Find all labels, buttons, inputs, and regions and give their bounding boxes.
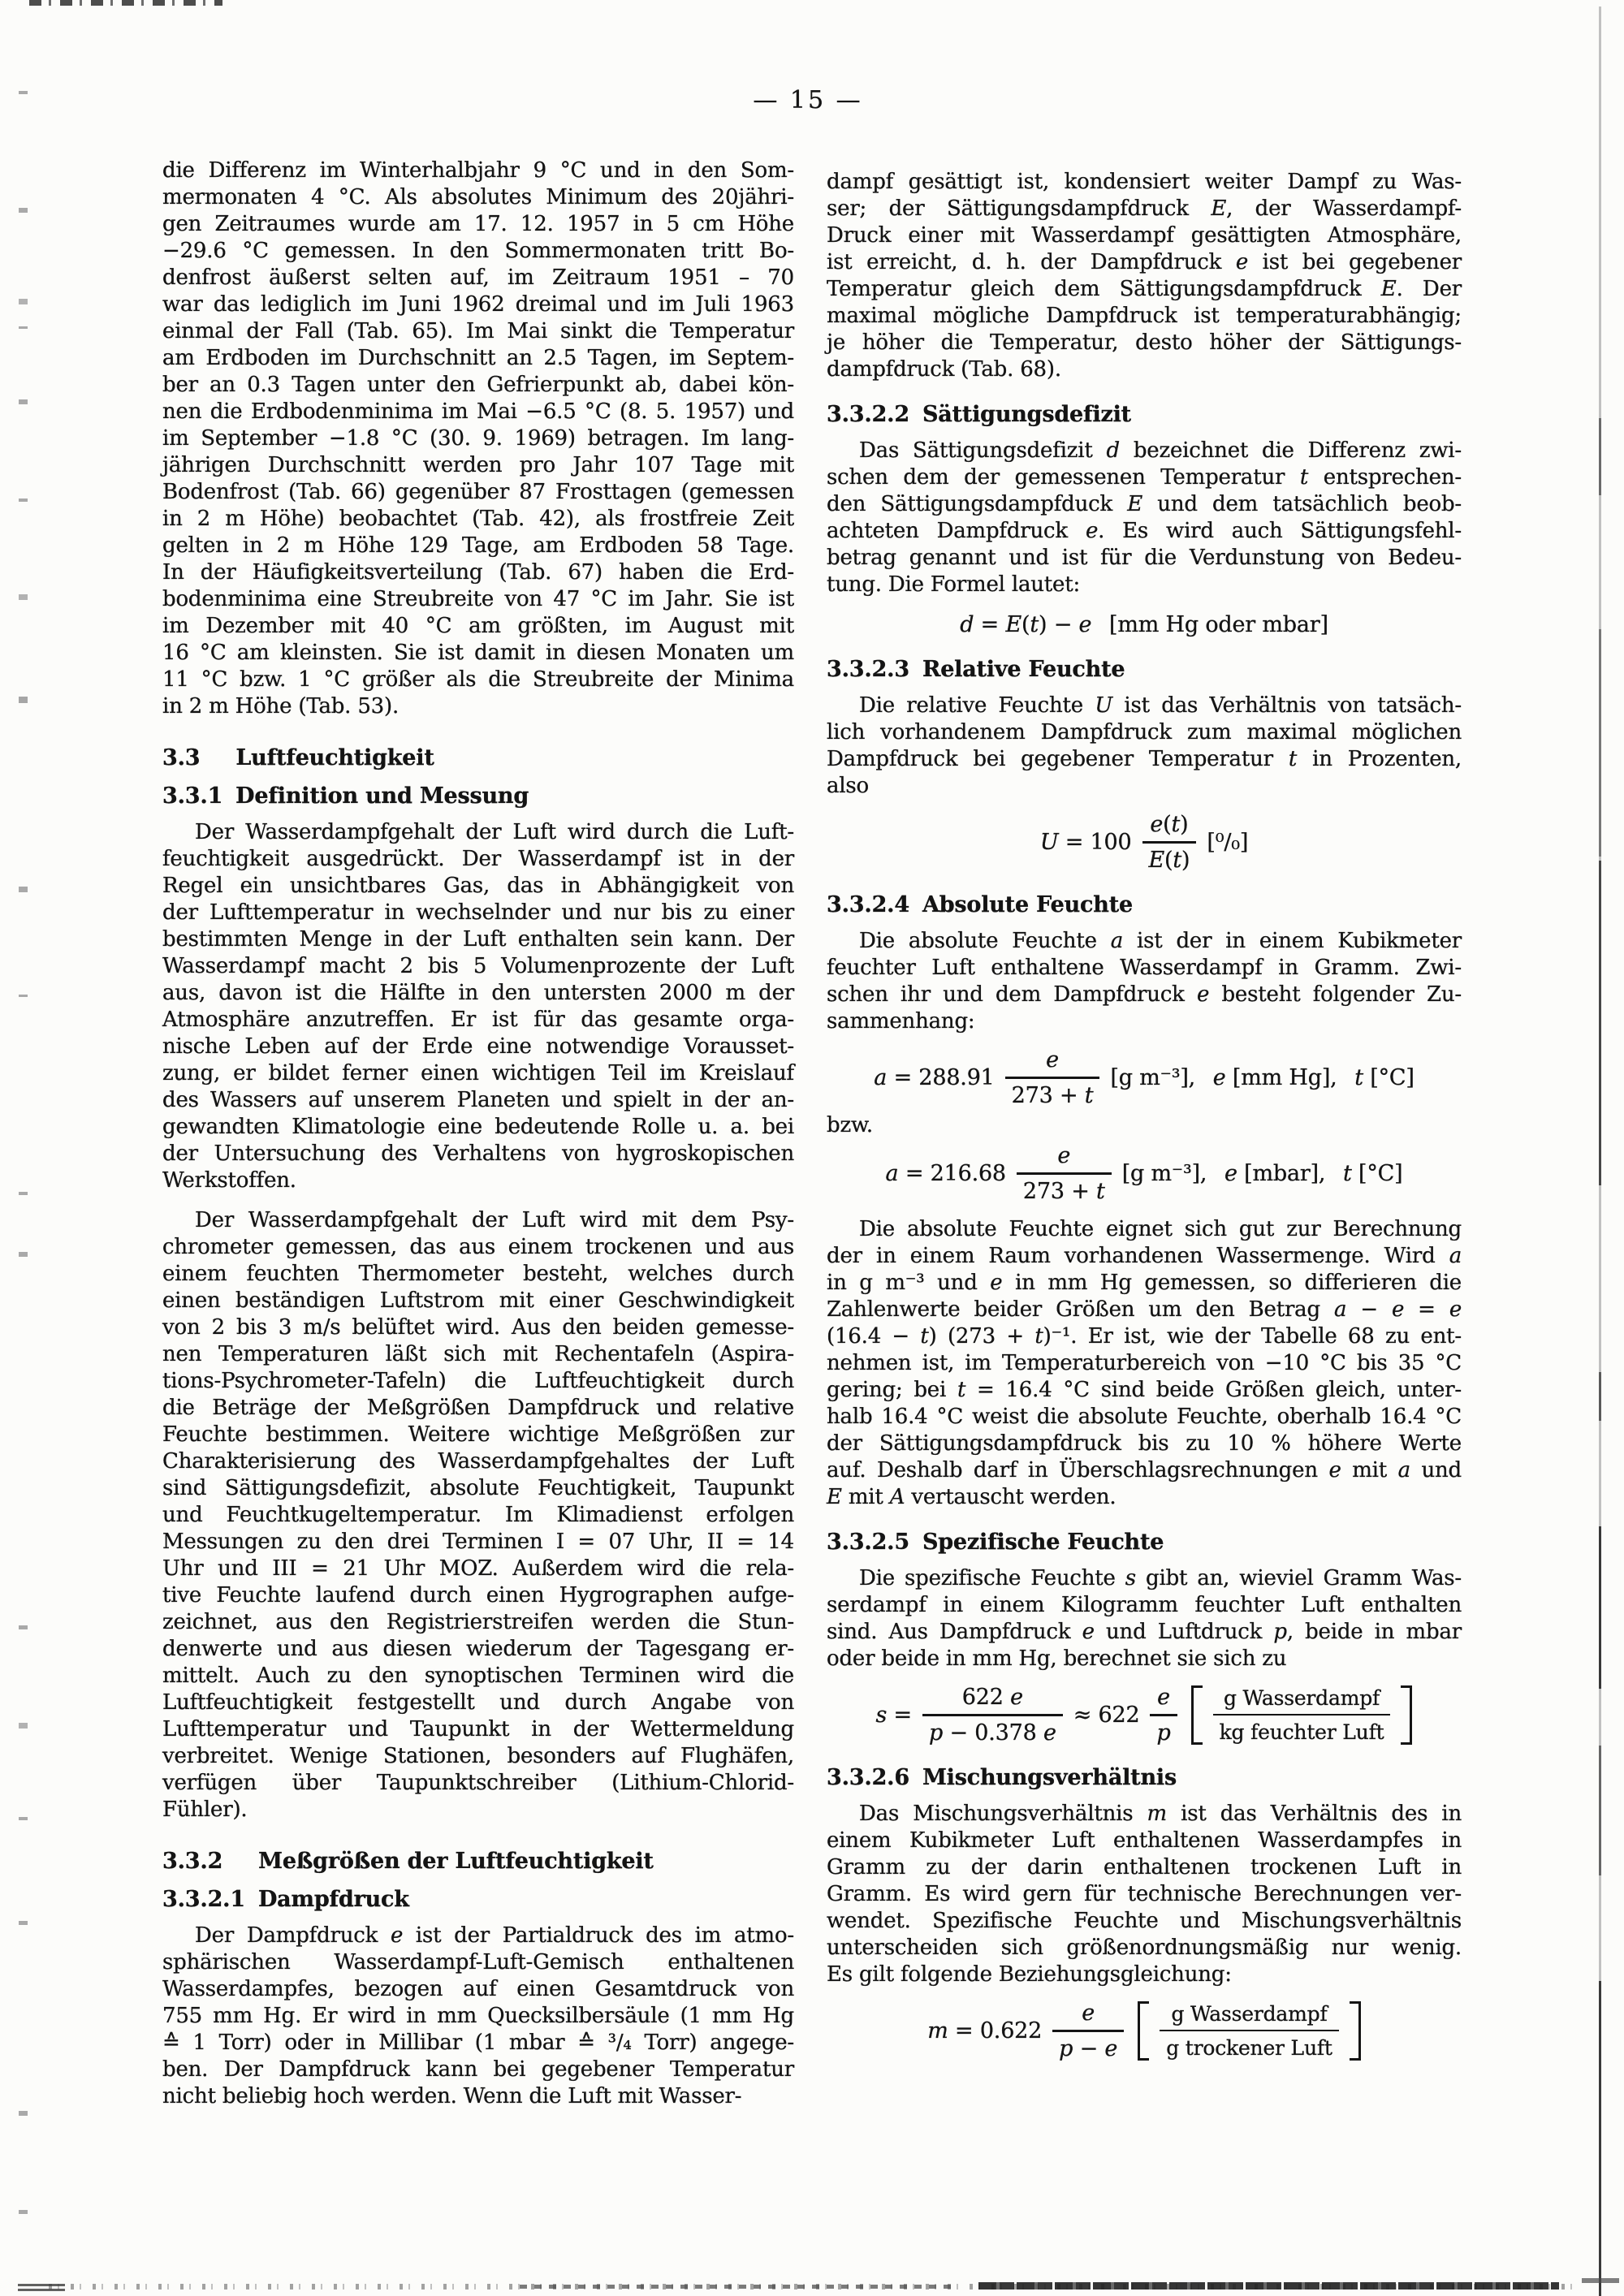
fraction-numerator: e(t) [1142, 811, 1197, 844]
scan-artifact-left-tick [19, 299, 28, 304]
text-line: Uhr und III = 21 Uhr MOZ. Außerdem wird die rela- [162, 1556, 794, 1581]
text-line: je höher die Temperatur, desto höher der Sättigungs- [827, 330, 1462, 355]
text-line: einen beständigen Luftstrom mit einer Geschwindigkeit [162, 1288, 794, 1313]
section-title: Spezifische Feuchte [922, 1530, 1164, 1555]
fraction [1005, 1047, 1100, 1109]
text-line: 11 °C bzw. 1 °C größer als die Streubreite der Minima [162, 667, 794, 692]
text-line: die Beträge der Meßgrößen Dampfdruck und relative [162, 1396, 794, 1420]
text-line: bestimmten Menge in der Luft enthalten sein kann. Der [162, 927, 794, 952]
section-heading-3-3-2-4 [827, 891, 1462, 918]
text-line: mittelt. Auch zu den synoptischen Terminen wird die [162, 1664, 794, 1688]
text-line: verbreitet. Wenige Stationen, besonders auf Flughäfen, [162, 1744, 794, 1768]
scan-artifact-right-edge-segment [1599, 861, 1601, 1185]
text-line: Die absolute Feuchte eignet sich gut zur Berechnung [859, 1217, 1462, 1241]
scan-artifact-left-tick [19, 995, 28, 997]
scan-artifact-left-tick [19, 1252, 28, 1257]
scan-artifact-left-tick [19, 2111, 28, 2116]
text-line: Das Sättigungsdefizit d bezeichnet die Differenz zwi- [859, 438, 1462, 463]
text-line: am Erdboden im Durchschnitt an 2.5 Tagen, im Septem- [162, 346, 794, 370]
formula-specific-humidity [827, 1684, 1462, 1746]
text-line: Werkstoffen. [162, 1168, 296, 1193]
text-line: gelten in 2 m Höhe 129 Tage, am Erdboden 58 Tage. [162, 533, 794, 558]
scan-artifact-bottom-left-blob [18, 2282, 65, 2291]
formula-approx: ≈ 622 [1073, 1703, 1140, 1728]
fraction-denominator: g trockener Luft [1166, 2036, 1332, 2060]
section-title: Meßgrößen der Luftfeuchtigkeit [258, 1849, 654, 1874]
text-line: Der Wasserdampfgehalt der Luft wird durch die Luft- [195, 820, 794, 844]
text-line: ist erreicht, d. h. der Dampfdruck e ist bei gegebener [827, 250, 1462, 274]
section-title: Definition und Messung [235, 783, 529, 809]
text-line: nen Temperaturen läßt sich mit Rechentafeln (Aspira- [162, 1342, 794, 1366]
formula-unit: [⁰/₀] [1207, 830, 1249, 855]
formula-lhs: m = 0.622 [927, 2018, 1043, 2044]
text-line: der Lufttemperatur in wechselnder und nur bis zu einer [162, 900, 794, 925]
text-line: jährigen Durchschnitt werden pro Jahr 107 Tage mit [162, 453, 794, 477]
paragraph-saturation-continuation [827, 169, 1462, 383]
text-line: schen ihr und dem Dampfdruck e besteht folgender Zu- [827, 982, 1462, 1007]
scan-artifact-right-edge-segment [1599, 629, 1601, 857]
fraction-numerator: e [1150, 1684, 1177, 1716]
page-number: — 15 — [753, 86, 863, 114]
text-line: Die absolute Feuchte a ist der in einem Kubikmeter [859, 929, 1462, 953]
scan-artifact-bottom-dark-band [978, 2282, 1559, 2290]
text-line: nen die Erdbodenminima im Mai −6.5 °C (8. 5. 1957) und [162, 399, 794, 424]
text-line: Wasserdampf macht 2 bis 5 Volumenprozente der Luft [162, 954, 794, 978]
text-line: bzw. [827, 1113, 873, 1137]
text-line: zung, er bildet ferner einen wichtigen Teil im Kreislauf [162, 1061, 794, 1085]
section-number: 3.3.2.2 [827, 402, 909, 427]
scan-artifact-bottom-dashes [520, 2285, 958, 2289]
left-bracket [1191, 1685, 1203, 1745]
text-line: In der Häufigkeitsverteilung (Tab. 67) haben die Erd- [162, 560, 794, 585]
text-line: zeichnet, aus den Registrierstreifen werden die Stun- [162, 1610, 794, 1634]
scan-artifact-bottom-noise [49, 2284, 1575, 2290]
text-line: aus, davon ist die Hälfte in den untersten 2000 m der [162, 981, 794, 1005]
section-number: 3.3.2.1 [162, 1887, 245, 1912]
text-line: mermonaten 4 °C. Als absolutes Minimum des 20jähri- [162, 185, 794, 209]
section-title: Dampfdruck [257, 1887, 409, 1912]
paragraph-saettigungsdefizit [827, 438, 1462, 598]
left-bracket [1138, 2001, 1149, 2061]
text-line: 755 mm Hg. Er wird in mm Quecksilbersäule (1 mm Hg [162, 2004, 794, 2028]
paragraph-dampfdruck [162, 1923, 794, 2110]
text-line: Der Dampfdruck e ist der Partialdruck des im atmo- [195, 1923, 794, 1948]
text-line: achteten Dampfdruck e. Es wird auch Sättigungsfehl- [827, 519, 1462, 543]
right-column [827, 169, 1462, 2074]
section-number: 3.3.2.4 [827, 892, 909, 917]
text-line: in 2 m Höhe) beobachtet (Tab. 42), als frostfreie Zeit [162, 507, 794, 531]
fraction-numerator: g Wasserdampf [1160, 2000, 1339, 2031]
text-line: Druck einer mit Wasserdampf gesättigten Atmosphäre, [827, 223, 1462, 248]
scan-artifact-left-tick [19, 697, 28, 703]
text-line: ben. Der Dampfdruck kann bei gegebener Temperatur [162, 2057, 794, 2082]
text-line: 16 °C am kleinsten. Sie ist damit in diesen Monaten um [162, 641, 794, 665]
paragraph-berechnung [827, 1216, 1462, 1511]
fraction-denominator: p − 0.378 e [928, 1720, 1056, 1746]
formula-lhs: a = 216.68 [885, 1161, 1006, 1186]
text-line: unterscheiden sich größenordnungsmäßig nur wenig. [827, 1936, 1462, 1960]
scan-artifact-left-tick [19, 594, 28, 600]
text-line: Der Wasserdampfgehalt der Luft wird mit dem Psy- [195, 1208, 794, 1232]
text-line: sammenhang: [827, 1009, 975, 1034]
text-line: Regel ein unsichtbares Gas, das in Abhängigkeit von [162, 874, 794, 898]
scan-artifact-left-tick [19, 1921, 28, 1925]
text-line: den Sättigungsdampfduck E und dem tatsächlich beob- [827, 492, 1462, 516]
fraction-numerator: g Wasserdampf [1213, 1685, 1391, 1716]
text-line: in 2 m Höhe (Tab. 53). [162, 694, 400, 719]
text-line: gewandten Klimatologie eine bedeutende Rolle u. a. bei [162, 1115, 794, 1139]
text-line: nische Leben auf der Erde eine notwendige Vorausset- [162, 1034, 794, 1059]
text-line: chrometer gemessen, das aus einem trockenen und aus [162, 1235, 794, 1259]
text-line: Zahlenwerte beider Größen um den Betrag a − e = e [827, 1297, 1462, 1322]
text-line: Die relative Feuchte U ist das Verhältnis von tatsäch- [859, 693, 1462, 718]
text-line: Wasserdampfes, bezogen auf einen Gesamtdruck von [162, 1977, 794, 2001]
section-heading-3-3 [162, 744, 794, 771]
text-line: Das Mischungsverhältnis m ist das Verhältnis des in [859, 1802, 1462, 1826]
text-line: lich vorhandenem Dampfdruck zum maximal möglichen [827, 720, 1462, 744]
text-line: tive Feuchte laufend durch einen Hygrographen aufge- [162, 1583, 794, 1608]
text-line: einem feuchten Thermometer besteht, welches durch [162, 1262, 794, 1286]
text-line: betrag genannt und ist für die Verdunstung von Bedeu- [827, 546, 1462, 570]
fraction-numerator: 622 e [922, 1684, 1063, 1716]
paragraph-spezifische-feuchte [827, 1565, 1462, 1672]
text-line: −29.6 °C gemessen. In den Sommermonaten tritt Bo- [162, 239, 794, 263]
fraction [1150, 1684, 1177, 1746]
text-line: in g m⁻³ und e in mm Hg gemessen, so differieren die [827, 1271, 1462, 1295]
text-line: also [827, 774, 870, 798]
text-line: tung. Die Formel lautet: [827, 572, 1081, 597]
scan-artifact-left-tick [19, 1817, 28, 1820]
scan-artifact-left-tick [19, 1625, 28, 1629]
scan-artifact-left-tick [19, 1723, 28, 1728]
scan-artifact-right-edge-segment [1599, 1372, 1601, 1421]
text-line: einem Kubikmeter Luft enthaltenen Wasserdampfes in [827, 1828, 1462, 1853]
paragraph-relative-feuchte [827, 693, 1462, 800]
formula-body: d = E(t) − e [mm Hg oder mbar] [960, 612, 1328, 637]
text-line: feuchtigkeit ausgedrückt. Der Wasserdampf ist in der [162, 847, 794, 871]
fraction-denominator: p − e [1059, 2036, 1118, 2061]
text-line: bodenminima eine Streubreite von 47 °C im Jahr. Sie ist [162, 587, 794, 611]
text-line: ser; der Sättigungsdampfdruck E, der Wasserdampf- [827, 196, 1462, 221]
section-title: Sättigungsdefizit [922, 402, 1131, 427]
text-line: Messungen zu den drei Terminen I = 07 Uhr, II = 14 [162, 1530, 794, 1554]
unit-fraction [1160, 2000, 1339, 2061]
text-line: ≙ 1 Torr) oder in Millibar (1 mbar ≙ ³/₄ Torr) angege- [162, 2031, 794, 2055]
bzw-line [827, 1112, 1462, 1139]
text-line: der Sättigungsdampfdruck bis zu 10 % höhere Werte [827, 1431, 1462, 1456]
fraction [1142, 811, 1197, 874]
text-line: von 2 bis 3 m/s belüftet wird. Aus den beiden gemesse- [162, 1315, 794, 1340]
text-line: serdampf in einem Kilogramm feuchter Luft enthalten [827, 1593, 1462, 1617]
formula-unit: [g m⁻³], e [mm Hg], t [°C] [1110, 1065, 1415, 1090]
section-number: 3.3 [162, 745, 201, 770]
scan-artifact-left-tick [19, 326, 28, 329]
fraction-numerator: e [1052, 2000, 1124, 2032]
scan-artifact-left-tick [19, 208, 28, 213]
formula-lhs: U = 100 [1039, 830, 1132, 855]
text-line: auf. Deshalb darf in Überschlagsrechnungen e mit a und [827, 1458, 1462, 1482]
text-line: oder beide in mm Hg, berechnet sie sich zu [827, 1646, 1287, 1671]
fraction-numerator: e [1005, 1047, 1100, 1079]
text-line: Feuchte bestimmen. Weitere wichtige Meßgrößen zur [162, 1422, 794, 1447]
scan-artifact-bottom-right-mark [1582, 2278, 1619, 2283]
section-title: Luftfeuchtigkeit [235, 745, 434, 770]
text-line: maximal mögliche Dampfdruck ist temperaturabhängig; [827, 304, 1462, 328]
text-line: Die spezifische Feuchte s gibt an, wieviel Gramm Was- [859, 1566, 1462, 1590]
text-line: Bodenfrost (Tab. 66) gegenüber 87 Frosttagen (gemessen [162, 480, 794, 504]
text-line: nehmen ist, im Temperaturbereich von −10 °C bis 35 °C [827, 1351, 1462, 1375]
text-line: gen Zeitraumes wurde am 17. 12. 1957 in 5 cm Höhe [162, 212, 794, 236]
text-line: der Untersuchung des Verhaltens von hygroskopischen [162, 1142, 794, 1166]
fraction [922, 1684, 1063, 1746]
text-line: sind. Aus Dampfdruck e und Luftdruck p, beide in mbar [827, 1620, 1462, 1644]
text-line: ber an 0.3 Tagen unter den Gefrierpunkt ab, dabei kön- [162, 373, 794, 397]
text-line: die Differenz im Winterhalbjahr 9 °C und in den Som- [162, 158, 794, 183]
text-line: Lufttemperatur und Taupunkt in der Wettermeldung [162, 1717, 794, 1741]
section-heading-3-3-2 [162, 1848, 794, 1875]
scan-artifact-top-dashes [29, 0, 222, 6]
fraction-denominator: 273 + t [1022, 1179, 1105, 1204]
text-line: wendet. Spezifische Feuchte und Mischungsverhältnis [827, 1909, 1462, 1933]
paragraph-frost-statistics [162, 158, 794, 720]
section-number: 3.3.2 [162, 1849, 223, 1874]
section-heading-3-3-2-1 [162, 1886, 794, 1913]
scan-artifact-right-edge-line [1599, 6, 1601, 2293]
text-line: Fühler). [162, 1798, 248, 1822]
right-bracket [1401, 1685, 1412, 1745]
text-line: gering; bei t = 16.4 °C sind beide Größen gleich, unter- [827, 1378, 1462, 1402]
text-line: verfügen über Taupunktschreiber (Lithium-Chlorid- [162, 1771, 794, 1795]
text-line: war das lediglich im Juni 1962 dreimal und im Juli 1963 [162, 292, 794, 317]
scan-artifact-right-edge-segment [1599, 1746, 1601, 1875]
section-heading-3-3-1 [162, 783, 794, 809]
fraction [1052, 2000, 1124, 2062]
fraction-denominator: kg feuchter Luft [1219, 1720, 1384, 1744]
text-line: tions-Psychrometer-Tafeln) die Luftfeuchtigkeit durch [162, 1369, 794, 1393]
text-line: Gramm zu der darin enthaltenen trockenen Luft in [827, 1855, 1462, 1880]
unit-fraction [1213, 1685, 1391, 1746]
formula-absolute-humidity-mbar [827, 1142, 1462, 1205]
paragraph-mischungsverhaeltnis [827, 1801, 1462, 1988]
text-line: im September −1.8 °C (30. 9. 1969) betragen. Im lang- [162, 426, 794, 451]
fraction-denominator: 273 + t [1011, 1083, 1094, 1108]
text-line: (16.4 − t) (273 + t)⁻¹. Er ist, wie der Tabelle 68 zu ent- [827, 1324, 1462, 1349]
text-line: der in einem Raum vorhandenen Wassermenge. Wird a [827, 1244, 1462, 1268]
formula-saturation-deficit [827, 611, 1462, 638]
scan-artifact-left-tick [19, 399, 28, 404]
section-title: Relative Feuchte [922, 657, 1125, 682]
scan-artifact-left-tick [19, 1192, 28, 1195]
text-line: des Wassers auf unserem Planeten und spielt in der an- [162, 1088, 794, 1112]
text-line: dampfdruck (Tab. 68). [827, 357, 1061, 382]
text-line: Luftfeuchtigkeit festgestellt und durch Angabe von [162, 1690, 794, 1715]
text-line: sind Sättigungsdefizit, absolute Feuchtigkeit, Taupunkt [162, 1476, 794, 1500]
text-line: Es gilt folgende Beziehungsgleichung: [827, 1962, 1232, 1987]
fraction-numerator: e [1017, 1142, 1112, 1175]
section-heading-3-3-2-5 [827, 1529, 1462, 1556]
scan-artifact-left-tick [19, 887, 28, 892]
section-number: 3.3.2.5 [827, 1530, 909, 1555]
text-line: dampf gesättigt ist, kondensiert weiter Dampf zu Was- [827, 170, 1462, 194]
text-line: Gramm. Es wird gern für technische Berechnungen ver- [827, 1882, 1462, 1906]
text-line: denwerte und aus diesen wiederum der Tagesgang er- [162, 1637, 794, 1661]
paragraph-psychrometer [162, 1207, 794, 1823]
scan-artifact-right-edge-segment [1599, 1981, 1601, 2296]
text-line: E mit A vertauscht werden. [827, 1485, 1116, 1509]
fraction [1017, 1142, 1112, 1205]
section-heading-3-3-2-3 [827, 656, 1462, 683]
fraction-denominator: E(t) [1148, 848, 1190, 873]
scan-artifact-left-tick [19, 2210, 28, 2214]
text-line: Atmosphäre anzutreffen. Er ist für das gesamte orga- [162, 1008, 794, 1032]
formula-unit: [g m⁻³], e [mbar], t [°C] [1121, 1161, 1403, 1186]
formula-lhs: a = 288.91 [874, 1065, 995, 1090]
text-line: Dampfdruck bei gegebener Temperatur t in Prozenten, [827, 747, 1462, 771]
section-number: 3.3.2.6 [827, 1765, 909, 1790]
text-line: sphärischen Wasserdampf-Luft-Gemisch enthaltenen [162, 1950, 794, 1974]
left-column [162, 158, 794, 2110]
formula-lhs: s = [875, 1703, 912, 1728]
section-title: Absolute Feuchte [922, 892, 1133, 917]
section-heading-3-3-2-2 [827, 401, 1462, 428]
text-line: schen dem der gemessenen Temperatur t entsprechen- [827, 465, 1462, 490]
right-bracket [1350, 2001, 1361, 2061]
text-line: einmal der Fall (Tab. 65). Im Mai sinkt die Temperatur [162, 319, 794, 343]
text-line: nicht beliebig hoch werden. Wenn die Luft mit Wasser- [162, 2084, 742, 2108]
text-line: denfrost äußerst selten auf, im Zeitraum 1951 – 70 [162, 265, 794, 290]
section-heading-3-3-2-6 [827, 1764, 1462, 1791]
section-number: 3.3.2.3 [827, 657, 909, 682]
section-number: 3.3.1 [162, 783, 223, 809]
text-line: feuchter Luft enthaltene Wasserdampf in Gramm. Zwi- [827, 956, 1462, 980]
paragraph-absolute-feuchte [827, 928, 1462, 1035]
section-title: Mischungsverhältnis [922, 1765, 1177, 1790]
scan-artifact-left-tick [19, 498, 28, 502]
text-line: im Dezember mit 40 °C am größten, im August mit [162, 614, 794, 638]
text-line: und Feuchtkugeltemperatur. Im Klimadienst erfolgen [162, 1503, 794, 1527]
formula-relative-humidity [827, 811, 1462, 874]
formula-mixing-ratio [827, 2000, 1462, 2062]
paragraph-definition [162, 819, 794, 1194]
text-line: halb 16.4 °C weist die absolute Feuchte, oberhalb 16.4 °C [827, 1405, 1462, 1429]
text-line: Temperatur gleich dem Sättigungsdampfdruck E. Der [827, 277, 1462, 301]
scan-artifact-right-edge-segment [1599, 418, 1601, 495]
fraction-denominator: p [1156, 1720, 1171, 1746]
text-line: Charakterisierung des Wasserdampfgehaltes der Luft [162, 1449, 794, 1474]
scan-artifact-right-edge-segment [1599, 1526, 1601, 1689]
formula-absolute-humidity-mmhg [827, 1047, 1462, 1109]
